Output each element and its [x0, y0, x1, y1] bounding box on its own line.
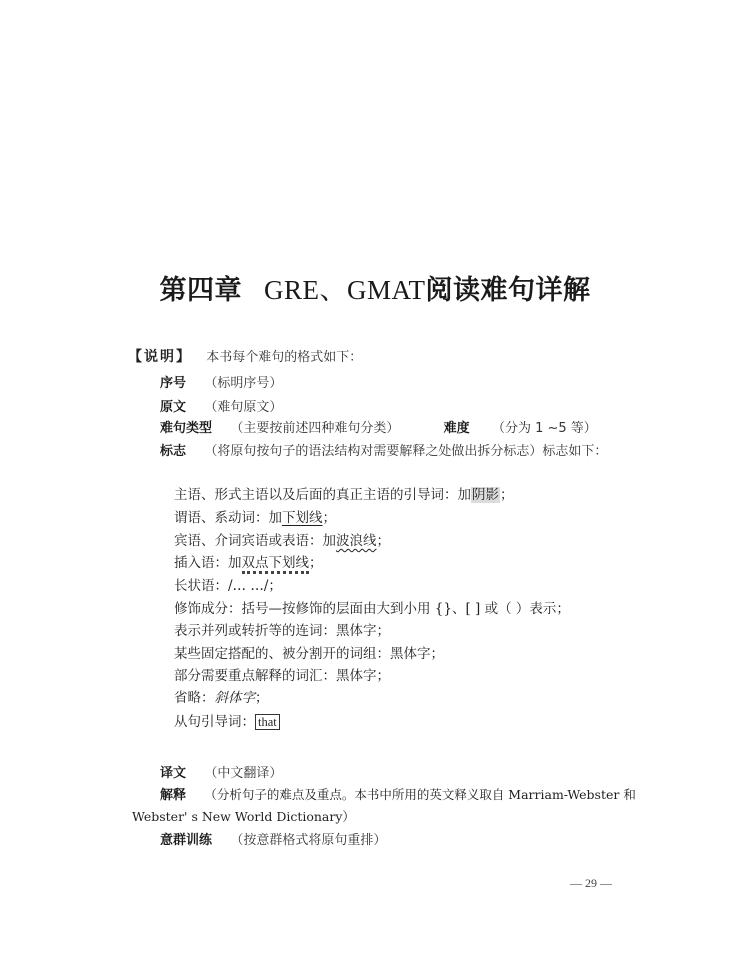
marking-conjunction: 表示并列或转折等的连词：黑体字； [174, 623, 390, 639]
intro-line [128, 348, 362, 367]
difficulty-desc: （分为 1 ~5 等） [491, 421, 597, 436]
marking-predicate: 谓语、系动词：加下划线； [174, 510, 336, 526]
marking-key-vocab: 部分需要重点解释的词汇：黑体字； [174, 668, 390, 684]
intro-label: 【说明】 [128, 349, 192, 365]
page-number: — 29 — [570, 876, 612, 890]
marking-adverbial: 长状语：/… …/； [174, 578, 282, 594]
chapter-title [0, 268, 750, 307]
difficulty-label: 难度 [443, 421, 470, 436]
chapter-title-cn: 阅读难句详解 [425, 275, 591, 305]
marking-subject: 主语、形式主语以及后面的真正主语的引导词：加阴影； [174, 487, 514, 503]
after-item-explanation-cont: Webster' s New World Dictionary） [132, 809, 355, 824]
format-item-number: 序号 （标明序号） [160, 376, 283, 391]
marking-clause-introducer: 从句引导词： that [174, 713, 280, 731]
chapter-title-en: GRE、GMAT [263, 275, 426, 305]
after-item-explanation: 解释 （分析句子的难点及重点。本书中所用的英文释义取自 Marriam-Webster 和 [160, 787, 636, 803]
marking-object: 宾语、介词宾语或表语：加波浪线； [174, 533, 390, 549]
chapter-number: 第四章 [159, 275, 242, 305]
format-item-type: 难句类型 （主要按前述四种难句分类） 难度 （分为 1 ~5 等） [160, 421, 597, 436]
marking-fixed-phrase: 某些固定搭配的、被分割开的词组：黑体字； [174, 646, 444, 662]
after-item-sense-group: 意群训练 （按意群格式将原句重排） [160, 833, 387, 848]
after-item-translation: 译文 （中文翻译） [160, 766, 283, 781]
format-item-marks: 标志 （将原句按句子的语法结构对需要解释之处做出拆分标志）标志如下： [160, 444, 608, 459]
intro-text: 本书每个难句的格式如下： [206, 350, 363, 365]
marking-modifier: 修饰成分：括号—按修饰的层面由大到小用 {}、[ ] 或（ ）表示； [174, 601, 570, 617]
marking-ellipsis: 省略：斜体字； [174, 690, 269, 706]
marking-parenthetical: 插入语：加双点下划线； [174, 554, 323, 572]
format-item-original: 原文 （难句原文） [160, 400, 283, 415]
